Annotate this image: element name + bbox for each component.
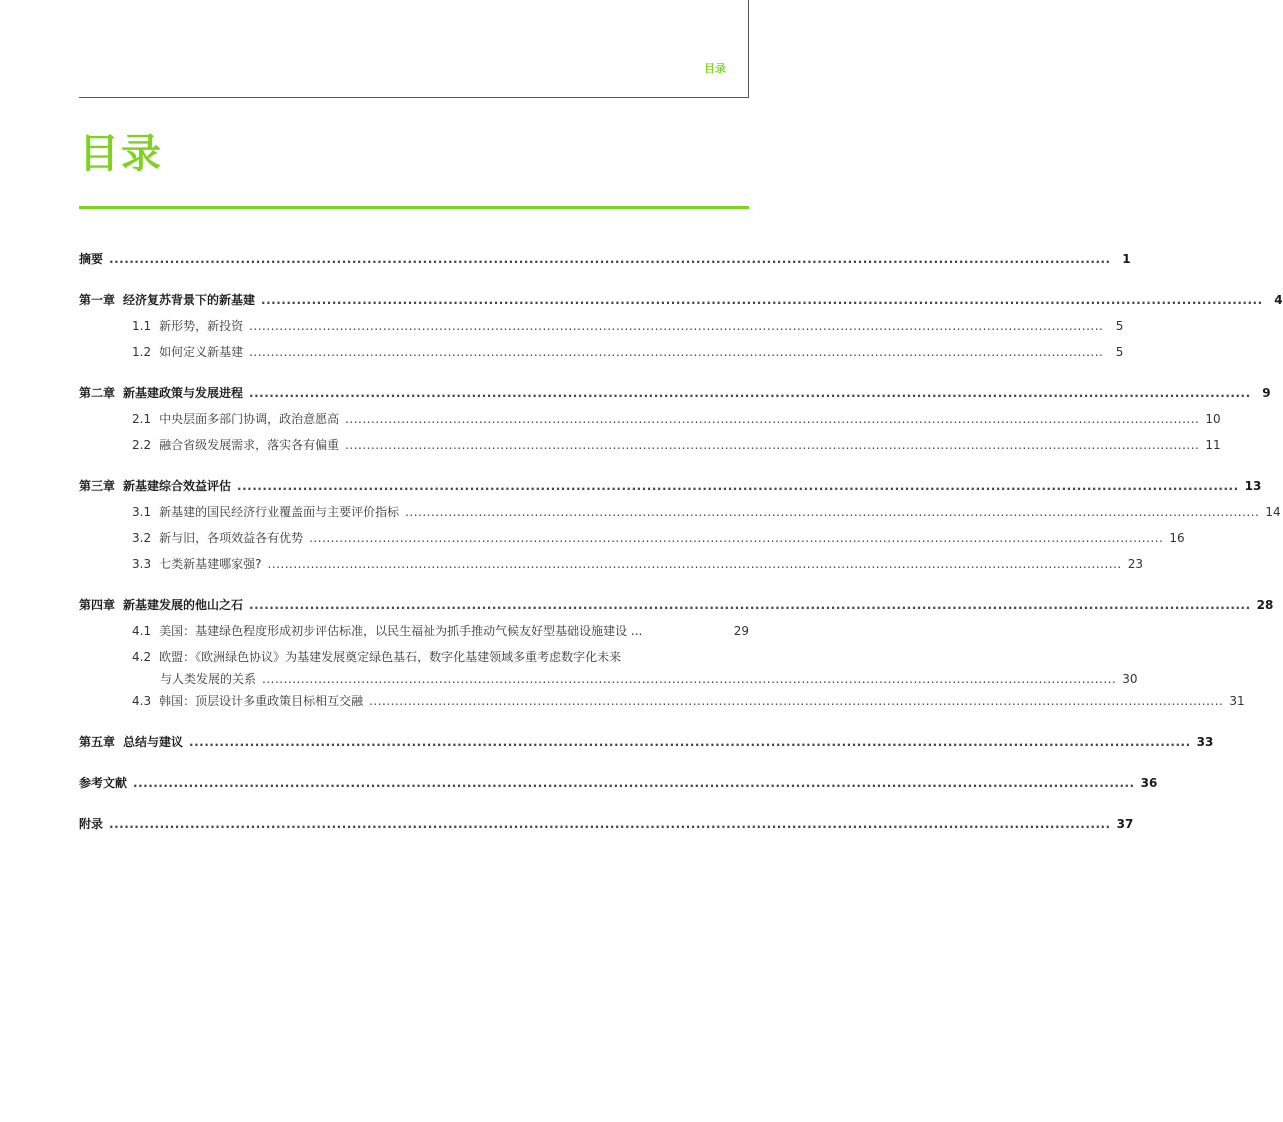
toc-section-number: 2.1 [132,412,152,426]
toc-entry-chapter-2[interactable] [79,380,1271,406]
toc-page-number: 31 [1229,694,1245,708]
toc-leader: ...................................................................................................................................................................................................... [267,557,1122,571]
toc-page-number: 14 [1265,505,1281,519]
toc-page-number: 13 [1244,479,1262,493]
toc-entry-section-4-3[interactable] [79,688,1245,714]
toc-page-number: 10 [1205,412,1221,426]
toc-section-number: 3.2 [132,531,152,545]
toc-chapter-number: 第三章 [79,479,116,493]
toc-leader: ...................................................................................................................................................................................................... [369,694,1224,708]
toc-entry-chapter-4[interactable] [79,592,1274,618]
toc-entry-title: 新形势，新投资 [159,319,244,333]
toc-entry-chapter-3[interactable] [79,473,1262,499]
toc-entry-title-line-1: 欧盟：《欧洲绿色协议》为基建发展奠定绿色基石，数字化基建领域多重考虑数字化未来 [159,650,622,664]
toc-entry-title: 新基建政策与发展进程 [123,386,244,400]
toc-entry-section-4-2[interactable] [79,644,1138,688]
toc-page-number: 30 [1122,672,1138,686]
toc-entry-abstract[interactable] [79,246,1131,272]
toc-chapter-number: 第五章 [79,735,116,749]
toc-entry-chapter-5[interactable] [79,729,1214,755]
toc-page-number: 29 [733,624,749,638]
running-header [79,0,749,98]
toc-page-number: 11 [1205,438,1221,452]
toc-chapter-number: 第一章 [79,293,116,307]
toc-leader: ...................................................................................................................................................................................................... [249,319,1104,333]
toc-page-number: 37 [1116,817,1134,831]
toc-leader: ...................................................................................................................................................................................................... [133,776,1135,790]
toc-entry-section-3-2[interactable] [79,525,1185,551]
toc-leader: ...................................................................................................................................................................................................... [249,598,1251,612]
toc-section-number: 4.1 [132,624,152,638]
toc-leader: ...................................................................................................................................................................................................... [345,438,1200,452]
toc-chapter-number: 第四章 [79,598,116,612]
toc-leader: ...................................................................................................................................................................................................... [345,412,1200,426]
toc-entry-title: 新基建综合效益评估 [123,479,232,493]
toc-entry-title: 新与旧，各项效益各有优势 [159,531,304,545]
toc-entry-references[interactable] [79,770,1158,796]
toc-leader: ...................................................................................................................................................................................................... [189,735,1191,749]
toc-section-number: 3.3 [132,557,152,571]
toc-entry-title: 摘要 [79,252,104,266]
toc-entry-title: 新基建的国民经济行业覆盖面与主要评价指标 [159,505,400,519]
toc-page-number: 5 [1115,345,1124,359]
toc-leader: ...................................................................................................................................................................................................... [309,531,1164,545]
toc-leader: ...................................................................................................................................................................................................... [249,386,1251,400]
toc-section-number: 1.2 [132,345,152,359]
toc-entry-title: 七类新基建哪家强? [159,557,262,571]
toc-entry-section-1-1[interactable] [79,313,1124,339]
toc-page-number: 16 [1169,531,1185,545]
toc-entry-section-2-2[interactable] [79,432,1221,458]
toc-page-number: 28 [1256,598,1274,612]
toc-entry-title: 总结与建议 [123,735,184,749]
toc-leader: ...................................................................................................................................................................................................... [261,293,1263,307]
toc-entry-title: 附录 [79,817,104,831]
toc-entry-section-2-1[interactable] [79,406,1221,432]
table-of-contents [79,246,1283,837]
toc-leader: ...................................................................................................................................................................................................... [405,505,1260,519]
toc-entry-title: 中央层面多部门协调，政治意愿高 [159,412,340,426]
toc-section-number: 2.2 [132,438,152,452]
toc-entry-appendix[interactable] [79,811,1134,837]
toc-entry-section-1-2[interactable] [79,339,1124,365]
toc-page-number: 33 [1196,735,1214,749]
toc-page-number: 36 [1140,776,1158,790]
toc-entry-title: 融合省级发展需求，落实各有偏重 [159,438,340,452]
toc-entry-title: 经济复苏背景下的新基建 [123,293,256,307]
toc-section-number: 3.1 [132,505,152,519]
toc-page-number: 5 [1115,319,1124,333]
toc-section-number: 1.1 [132,319,152,333]
toc-entry-section-3-3[interactable] [79,551,1144,577]
page-title: 目录 [79,131,163,177]
running-header-title: 目录 [704,62,726,75]
toc-entry-section-3-1[interactable] [79,499,1281,525]
toc-entry-title: 参考文献 [79,776,128,790]
toc-entry-title: 如何定义新基建 [159,345,244,359]
toc-section-number: 4.3 [132,694,152,708]
title-divider [79,206,749,209]
toc-chapter-number: 第二章 [79,386,116,400]
toc-leader: ...................................................................................................................................................................................................... [262,672,1117,686]
toc-leader: ...................................................................................................................................................................................................... [109,817,1111,831]
toc-page-number: 9 [1262,386,1271,400]
toc-leader: ...................................................................................................................................................................................................... [237,479,1239,493]
toc-entry-title: 美国：基建绿色程度形成初步评估标准，以民生福祉为抓手推动气候友好型基础设施建设 ... [159,624,643,638]
toc-page-number: 1 [1122,252,1131,266]
toc-entry-title: 韩国：顶层设计多重政策目标相互交融 [159,694,364,708]
toc-page-number: 4 [1274,293,1283,307]
toc-entry-title-line-2: 与人类发展的关系 [160,672,257,686]
toc-leader: ...................................................................................................................................................................................................... [109,252,1111,266]
toc-leader: ...................................................................................................................................................................................................... [249,345,1104,359]
toc-entry-chapter-1[interactable] [79,287,1283,313]
toc-entry-section-4-1[interactable] [79,618,749,644]
toc-page-number: 23 [1127,557,1144,571]
toc-entry-title: 新基建发展的他山之石 [123,598,244,612]
toc-section-number: 4.2 [132,650,152,664]
